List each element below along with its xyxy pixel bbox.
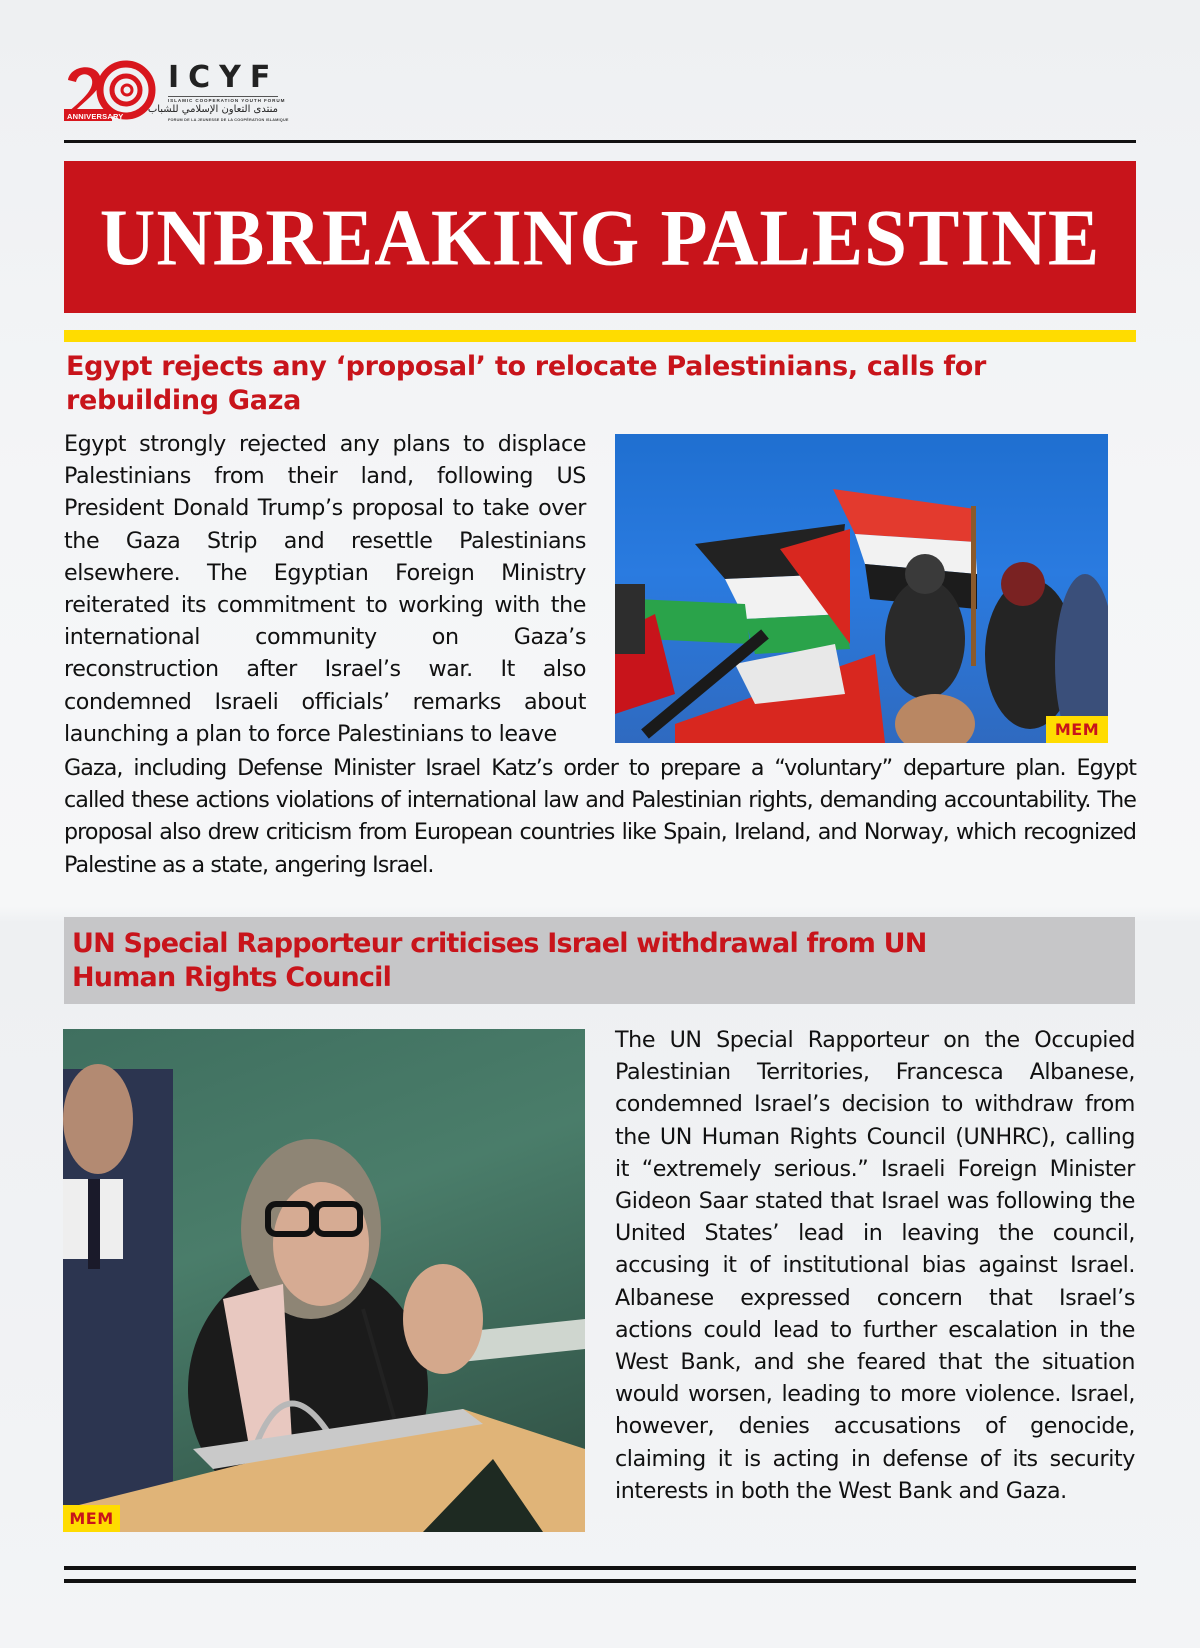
logo-name-english: ISLAMIC COOPERATION YOUTH FORUM <box>168 98 286 103</box>
logo-anniversary-label: ANNIVERSARY <box>67 112 124 121</box>
photo-credit-badge: MEM <box>63 1505 120 1532</box>
bottom-divider-lower <box>64 1579 1136 1583</box>
logo-acronym: ICYF <box>168 60 280 95</box>
article-2-photo <box>63 1029 585 1532</box>
article-1-body-continued: Gaza, including Defense Minister Israel Katz’s order to prepare a “voluntary” departure plan. Egypt called these actions violations of international law and Palestinian rights, demanding accountability. The proposal also drew criticism from European countries like Spain, Ireland, and Norway, which recognized Palestine as a state, angering Israel. <box>64 755 1136 878</box>
article-1-body-wrapped: Egypt strongly rejected any plans to displace Palestinians from their land, following US President Donald Trump’s proposal to take over the Gaza Strip and resettle Palestinians elsewhere. The Egyptian Foreign Ministry reiterated its commitment to working with the international community on Gaza’s reconstruction after Israel’s war. It also condemned Israeli officials’ remarks about launching a plan to force Palestinians to leave <box>64 431 586 747</box>
article-2-body: The UN Special Rapporteur on the Occupied Palestinian Territories, Francesca Albanese, condemned Israel’s decision to withdraw from the UN Human Rights Council (UNHRC), calling it “extremely serious.” Israeli Foreign Minister Gideon Saar stated that Israel was following the United States’ lead in leaving the council, accusing it of institutional bias against Israel. Albanese expressed concern that Israel’s actions could lead to further escalation in the West Bank, and she feared that the situation would worsen, leading to more violence. Israel, however, denies accusations of genocide, claiming it is acting in defense of its security interests in both the West Bank and Gaza. <box>615 1027 1135 1504</box>
photo-credit-badge: MEM <box>1046 716 1108 743</box>
speaker-podium-image <box>63 1029 585 1532</box>
icyf-logo <box>64 60 289 130</box>
flags-protest-image <box>615 434 1108 743</box>
logo-name-arabic: منتدى التعاون الإسلامي للشباب <box>147 104 278 115</box>
article-1-headline: Egypt rejects any ‘proposal’ to relocate Palestinians, calls for rebuilding Gaza <box>66 351 987 416</box>
bottom-divider-upper <box>64 1566 1136 1570</box>
article-2-header-box <box>64 917 1135 1004</box>
article-1-photo <box>615 434 1108 743</box>
page-banner <box>64 161 1136 313</box>
top-divider <box>64 140 1136 143</box>
article-2-headline: UN Special Rapporteur criticises Israel withdrawal from UN Human Rights Council <box>72 928 927 993</box>
logo-divider <box>168 96 278 97</box>
accent-bar <box>64 330 1136 342</box>
logo-name-french: FORUM DE LA JEUNESSE DE LA COOPÉRATION ISLAMIQUE <box>168 118 289 122</box>
page-title: UNBREAKING PALESTINE <box>99 191 1101 282</box>
